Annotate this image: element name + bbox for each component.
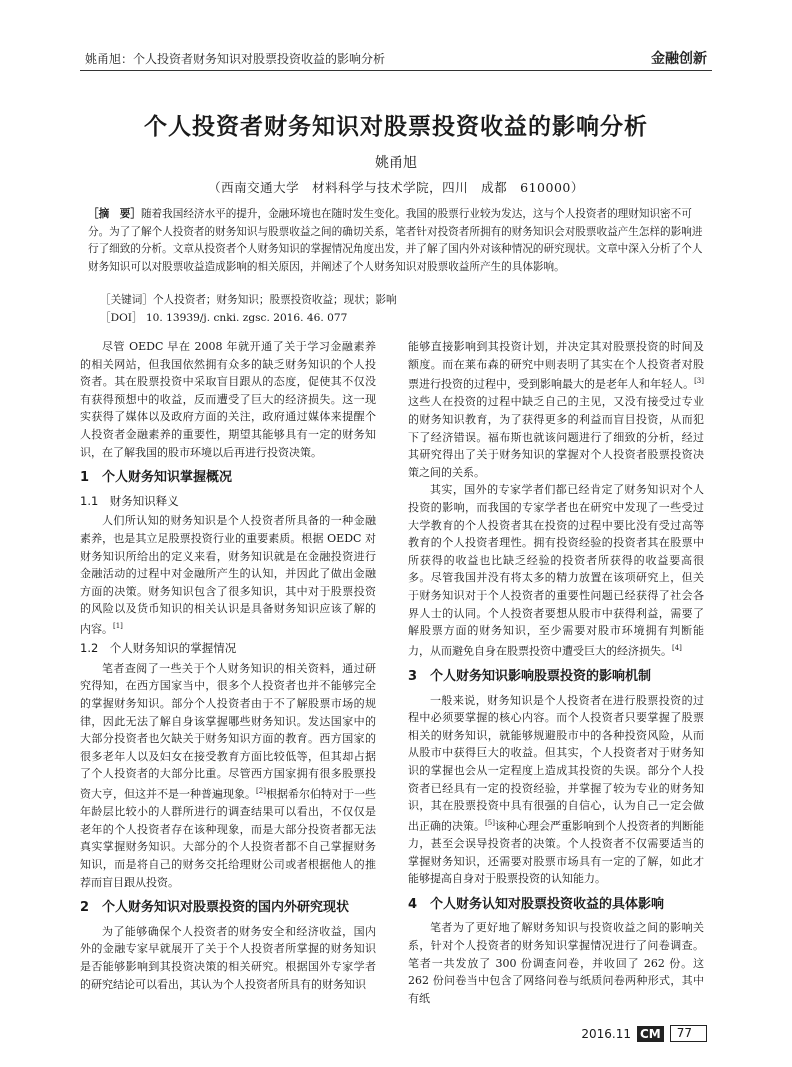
running-header-section: 金融创新 (651, 51, 707, 67)
issue-date: 2016.11 (581, 1026, 631, 1041)
paragraph-text: 其实，国外的专家学者们都已经肯定了财务知识对个人投资的影响，而我国的专家学者也在研究中发现了一些受过大学教育的个人投资者其在投资的过程中要比没有受过高等教育的个人投资者理性。拥有投资经验的投资者其在股票中所获得的收益也比缺乏经验的投资者所获得的收益要高很多。尽管我国并没有将太多的精力放置在该项研究上，但关于财务知识对于个人投资者的重要性问题已经获得了社会各界人士的认同。个人投资者要想从股市中获得利益，需要了解股票方面的财务知识，至少需要对股市环境拥有判断能力，从而避免自身在股票投资中遭受巨大的经济损失。 (408, 483, 704, 658)
keywords-label: ［关键词］ (100, 294, 153, 306)
section-heading-2: 2 个人财务知识对股票投资的国内外研究现状 (80, 900, 350, 916)
article-title: 个人投资者财务知识对股票投资收益的影响分析 (144, 114, 648, 140)
abstract-text: 随着我国经济水平的提升，金融环境也在随时发生变化。我国的股票行业较为发达，这与个人投资者的理财知识密不可分。为了了解个人投资者的财务知识与股票收益之间的确切关系，笔者针对投资者所拥有的财务知识会对股票收益产生怎样的影响进行了细致的分析。文章从投资者个人财务知识的掌握情况角度出发，并了解了国内外对该种情况的研究现状。文章中深入分析了个人财务知识可以对股票收益造成影响的相关原因，并阐述了个人财务知识对股票收益所产生的具体影响。 (88, 208, 703, 273)
citation: [1] (113, 621, 123, 630)
keywords (100, 292, 397, 307)
paragraph-text: 人们所认知的财务知识是个人投资者所具备的一种金融素养，也是其立足股票投资行业的重要素质。根据 OEDC 对财务知识所给出的定义来看，财务知识就是在金融投资进行金融活动的过程中对金融所产生的认知，并因此了做出金融方面的决策。财务知识包含了很多知识，其中对于股票投资的风险以及货币知识的相关认识是具备财务知识应该了解的内容。 (80, 514, 376, 636)
section-heading-3: 3 个人财务知识影响股票投资的影响机制 (408, 669, 652, 684)
abstract (88, 206, 706, 276)
paragraph-text: 该种心理会严重影响到个人投资者的判断能力，甚至会误导投资者的决策。个人投资者不仅需要适当的掌握财务知识，还需要对股票市场具有一定的了解，如此才能够提高自身对于股票投资的认知能力。 (408, 819, 705, 886)
paragraph-text: 这些人在投资的过程中缺乏自己的主见，又没有接受过专业的财务知识教育，为了获得更多的利益而盲目投资，从而犯下了经济错误。福布斯也就该问题进行了细致的分析，经过其研究得出了关于财务知识的掌握对个人投资者股票投资决策之间的关系。 (408, 395, 704, 479)
doi (100, 310, 347, 325)
citation: [2] (256, 786, 266, 795)
paragraph: 笔者为了更好地了解财务知识与投资收益之间的影响关系，针对个人投资者的财务知识掌握情况进行了问卷调查。笔者一共发放了 300 份调查问卷，并收回了 262 份。这 262 份问卷当中包含了网络问卷与纸质问卷两种形式，其中有纸 (408, 921, 704, 1005)
citation: [5] (485, 818, 495, 827)
paragraph (80, 660, 376, 891)
keywords-text: 个人投资者；财务知识；股票投资收益；现状；影响 (152, 294, 397, 306)
subsection-heading-1-1: 1.1 财务知识释义 (80, 493, 179, 508)
paragraph (408, 692, 704, 888)
citation: [3] (694, 377, 704, 386)
page-number: 77 (670, 1025, 707, 1042)
paragraph (408, 481, 704, 660)
left-column (80, 338, 376, 993)
author-name: 姚甬旭 (375, 155, 417, 171)
journal-logo: CM (637, 1026, 664, 1042)
paragraph-text: 笔者查阅了一些关于个人财务知识的相关资料，通过研究得知，在西方国家当中，很多个人投资者也并不能够完全的掌握财务知识。部分个人投资者由于不了解股票市场的规律，因此无法了解自身该掌握哪些财务知识。发达国家中的大部分投资者也欠缺关于财务知识方面的教育。西方国家的很多老年人以及妇女在接受教育方面比较低等，但其却占据了个人投资者的大部分比重。尽管西方国家拥有很多股票投资大亨，但这并不是一种普遍现象。 (80, 661, 376, 801)
right-column (408, 338, 704, 1007)
doi-label: ［DOI］ (100, 312, 143, 324)
paragraph: 尽管 OEDC 早在 2008 年就开通了关于学习金融素养的相关网站，但我国依然拥有众多的缺乏财务知识的个人投资者。其在股票投资中采取盲目跟从的态度，促使其不仅没有获得预想中的收益，反而遭受了巨大的经济损失。这一现实获得了媒体以及政府方面的关注，政府通过媒体来提醒个人投资者金融素养的重要性，期望其能够具有一定的财务知识，在了解我国的股市环境以后再进行投资决策。 (80, 340, 376, 459)
doi-text: 10. 13939/j. cnki. zgsc. 2016. 46. 077 (145, 312, 348, 324)
running-header-title: 姚甬旭：个人投资者财务知识对股票投资收益的影响分析 (85, 52, 386, 66)
paragraph: 为了能够确保个人投资者的财务安全和经济收益，国内外的金融专家早就展开了关于个人投资者所掌握的财务知识是否能够影响到其投资决策的相关研究。根据国外专家学者的研究结论可以看出，其认为个人投资者所具有的财务知识 (80, 924, 376, 991)
paragraph (408, 338, 704, 481)
citation: [4] (672, 643, 682, 652)
abstract-label: ［摘 要］ (88, 208, 141, 220)
header-divider (80, 70, 712, 71)
paragraph-text: 根据希尔伯特对于一些年龄层比较小的人群所进行的调查结果可以看出，不仅仅是老年的个人投资者存在该种现象，而是大部分投资者都无法真实掌握财务知识。大部分的个人投资者都不自己掌握财务知识，而是将自己的财务交托给理财公司或者根据他人的推荐而盲目跟从投资。 (80, 787, 376, 889)
paragraph-text: 能够直接影响到其投资计划，并决定其对股票投资的时间及额度。而在莱布森的研究中则表明了其实在个人投资者对股票进行投资的过程中，受到影响最大的是老年人和年轻人。 (408, 340, 704, 391)
section-heading-4: 4 个人财务认知对股票投资收益的具体影响 (408, 896, 665, 912)
page-footer (581, 1025, 707, 1042)
author-affiliation: （西南交通大学 材料科学与技术学院，四川 成都 610000） (208, 180, 584, 195)
section-heading-1: 1 个人财务知识掌握概况 (80, 470, 233, 486)
subsection-heading-1-2: 1.2 个人财务知识的掌握情况 (80, 641, 237, 656)
paragraph-text: 一般来说，财务知识是个人投资者在进行股票投资的过程中必须要掌握的核心内容。而个人投资者只要掌握了股票相关的财务知识，就能够规避股市中的各种投资风险，从而从股市中获得巨大的收益。但其实，个人投资者对于财务知识的掌握也会从一定程度上造成其投资的失误。部分个人投资者已经具有一定的投资经验，并掌握了较为专业的财务知识，其在股票投资中具有很强的自信心，认为自己一定会做出正确的决策。 (408, 693, 704, 833)
paragraph (80, 512, 376, 638)
